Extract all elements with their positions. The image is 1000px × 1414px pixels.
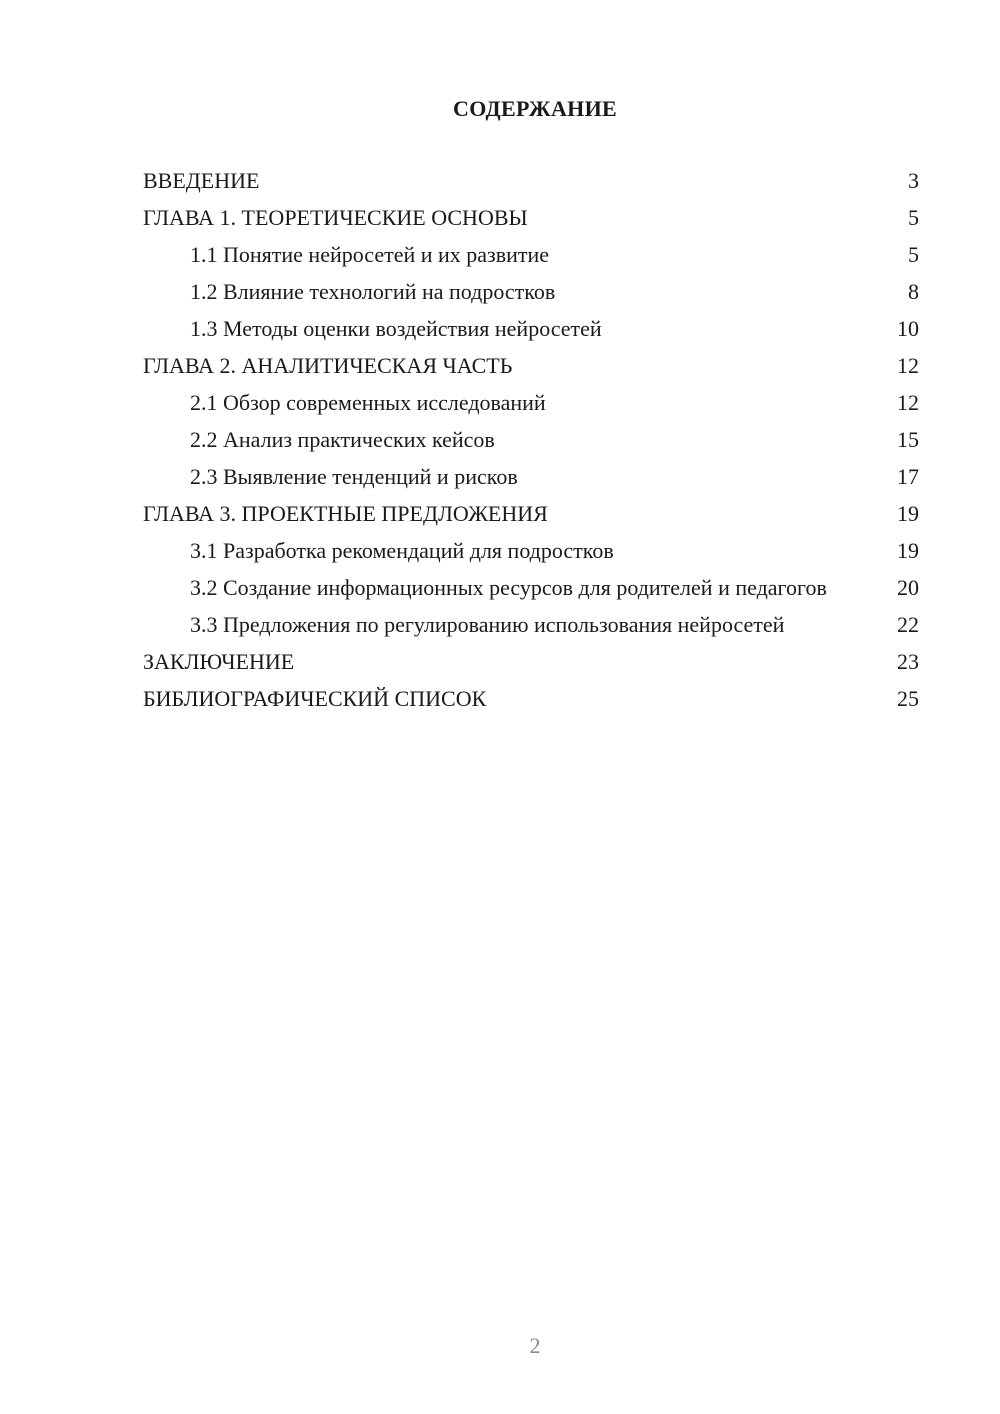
table-of-contents [143,168,919,723]
toc-entry-text: 1.2 Влияние технологий на подростков [190,279,556,304]
page-title: СОДЕРЖАНИЕ [453,96,617,121]
toc-entry-conclusion[interactable] [143,649,919,675]
toc-entry-text: 2.2 Анализ практических кейсов [190,427,495,452]
toc-entry-page: 20 [897,575,919,600]
toc-entry-text: 2.3 Выявление тенденций и рисков [190,464,518,489]
toc-entry-page: 17 [897,464,919,489]
toc-entry-section-1-1[interactable] [143,242,919,268]
toc-entry-bibliography[interactable] [143,686,919,712]
toc-entry-section-2-2[interactable] [143,427,919,453]
toc-entry-page: 3 [908,168,919,193]
toc-entry-section-3-2[interactable] [143,575,919,601]
toc-entry-page: 12 [897,353,919,378]
toc-entry-page: 10 [897,316,919,341]
toc-entry-page: 5 [908,242,919,267]
toc-entry-page: 19 [897,501,919,526]
toc-entry-text: ЗАКЛЮЧЕНИЕ [143,649,295,674]
toc-entry-section-3-1[interactable] [143,538,919,564]
toc-entry-text: 3.1 Разработка рекомендаций для подростков [190,538,614,563]
toc-entry-text: 3.2 Создание информационных ресурсов для родителей и педагогов [190,575,827,600]
toc-entry-page: 25 [897,686,919,711]
toc-entry-page: 23 [897,649,919,674]
toc-entry-page: 5 [908,205,919,230]
toc-entry-introduction[interactable] [143,168,919,194]
toc-entry-text: 1.1 Понятие нейросетей и их развитие [190,242,550,267]
toc-entry-text: ГЛАВА 1. ТЕОРЕТИЧЕСКИЕ ОСНОВЫ [143,205,528,230]
toc-entry-text: 1.3 Методы оценки воздействия нейросетей [190,316,602,341]
toc-entry-text: 2.1 Обзор современных исследований [190,390,546,415]
toc-entry-section-1-3[interactable] [143,316,919,342]
toc-entry-page: 19 [897,538,919,563]
toc-entry-section-1-2[interactable] [143,279,919,305]
toc-entry-text: ГЛАВА 2. АНАЛИТИЧЕСКАЯ ЧАСТЬ [143,353,513,378]
toc-entry-section-2-3[interactable] [143,464,919,490]
toc-entry-text: 3.3 Предложения по регулированию использования нейросетей [190,612,785,637]
toc-entry-chapter-3[interactable] [143,501,919,527]
toc-entry-chapter-2[interactable] [143,353,919,379]
toc-entry-page: 8 [908,279,919,304]
toc-entry-page: 15 [897,427,919,452]
toc-entry-text: БИБЛИОГРАФИЧЕСКИЙ СПИСОК [143,686,487,711]
toc-entry-chapter-1[interactable] [143,205,919,231]
toc-entry-section-2-1[interactable] [143,390,919,416]
toc-entry-text: ГЛАВА 3. ПРОЕКТНЫЕ ПРЕДЛОЖЕНИЯ [143,501,548,526]
toc-entry-page: 22 [897,612,919,637]
toc-entry-page: 12 [897,390,919,415]
toc-entry-text: ВВЕДЕНИЕ [143,168,260,193]
page-number: 2 [529,1333,541,1358]
toc-entry-section-3-3[interactable] [143,612,919,638]
